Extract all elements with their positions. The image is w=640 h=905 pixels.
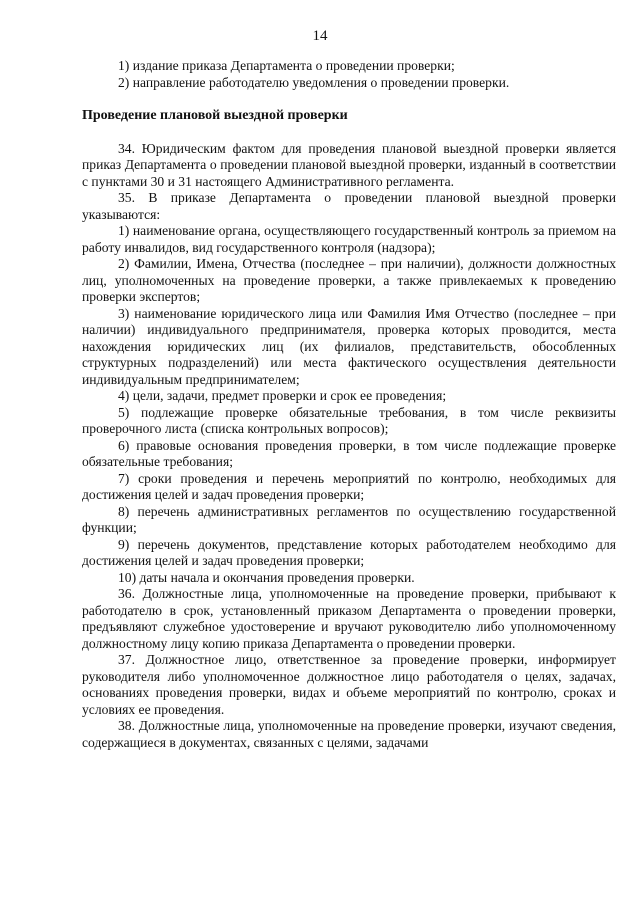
paragraph-36: 36. Должностные лица, уполномоченные на проведение проверки, прибывают к работодателю в срок, установленный приказом Департамента о проведении проверки, предъявляют служебное удостоверение и вручают руководителю либо уполномоченному должностному лицу копию приказа Департамента о проведении проверки. [82,586,616,651]
paragraph-38: 38. Должностные лица, уполномоченные на проведение проверки, изучают сведения, содержащиеся в документах, связанных с целями, задачами [82,718,616,750]
section-heading: Проведение плановой выездной проверки [82,108,348,123]
page-number: 14 [312,28,328,44]
list-item: 5) подлежащие проверке обязательные требования, в том числе реквизиты проверочного листа (списка контрольных вопросов); [82,404,616,436]
list-item: 7) сроки проведения и перечень мероприятий по контролю, необходимых для достижения целей и задач проведения проверки; [82,470,616,502]
list-item: 10) даты начала и окончания проведения проверки. [118,569,415,585]
list-item: 8) перечень административных регламентов по осуществлению государственной функции; [82,503,616,535]
list-item: 3) наименование юридического лица или Фамилия Имя Отчество (последнее – при наличии) индивидуального предпринимателя, проверка которых проводится, места нахождения юридических лиц (их филиалов, представительств, обособленных структурных подразделений) или места фактического осуществления деятельности индивидуальным предпринимателем; [82,305,616,387]
list-item: 1) издание приказа Департамента о проведении проверки; [118,58,455,73]
list-item: 2) направление работодателю уведомления о проведении проверки. [118,74,510,90]
paragraph-35: 35. В приказе Департамента о проведении плановой выездной проверки указываются: [82,190,616,222]
paragraph-34: 34. Юридическим фактом для проведения плановой выездной проверки является приказ Департамента о проведении плановой выездной проверки, изданный в соответствии с пунктами 30 и 31 настоящего Административного регламента. [82,140,616,189]
list-item: 2) Фамилии, Имена, Отчества (последнее – при наличии), должности должностных лиц, уполномоченных на проведение проверки, а также привлекаемых к проведению проверки экспертов; [82,256,616,304]
list-item: 9) перечень документов, представление которых работодателем необходимо для достижения целей и задач проведения проверки; [82,536,616,568]
list-item: 1) наименование органа, осуществляющего государственный контроль за приемом на работу инвалидов, вид государственного контроля (надзора); [82,223,616,255]
list-item: 4) цели, задачи, предмет проверки и срок ее проведения; [118,388,447,403]
paragraph-37: 37. Должностное лицо, ответственное за проведение проверки, информирует руководителя либо уполномоченное должностное лицо работодателя о целях, задачах, основаниях проведения проверки, видах и объеме мероприятий по контролю, сроках и условиях ее проведения. [82,652,616,717]
document-body [82,58,616,751]
list-item: 6) правовые основания проведения проверки, в том числе подлежащие проверке обязательные требования; [82,437,616,469]
